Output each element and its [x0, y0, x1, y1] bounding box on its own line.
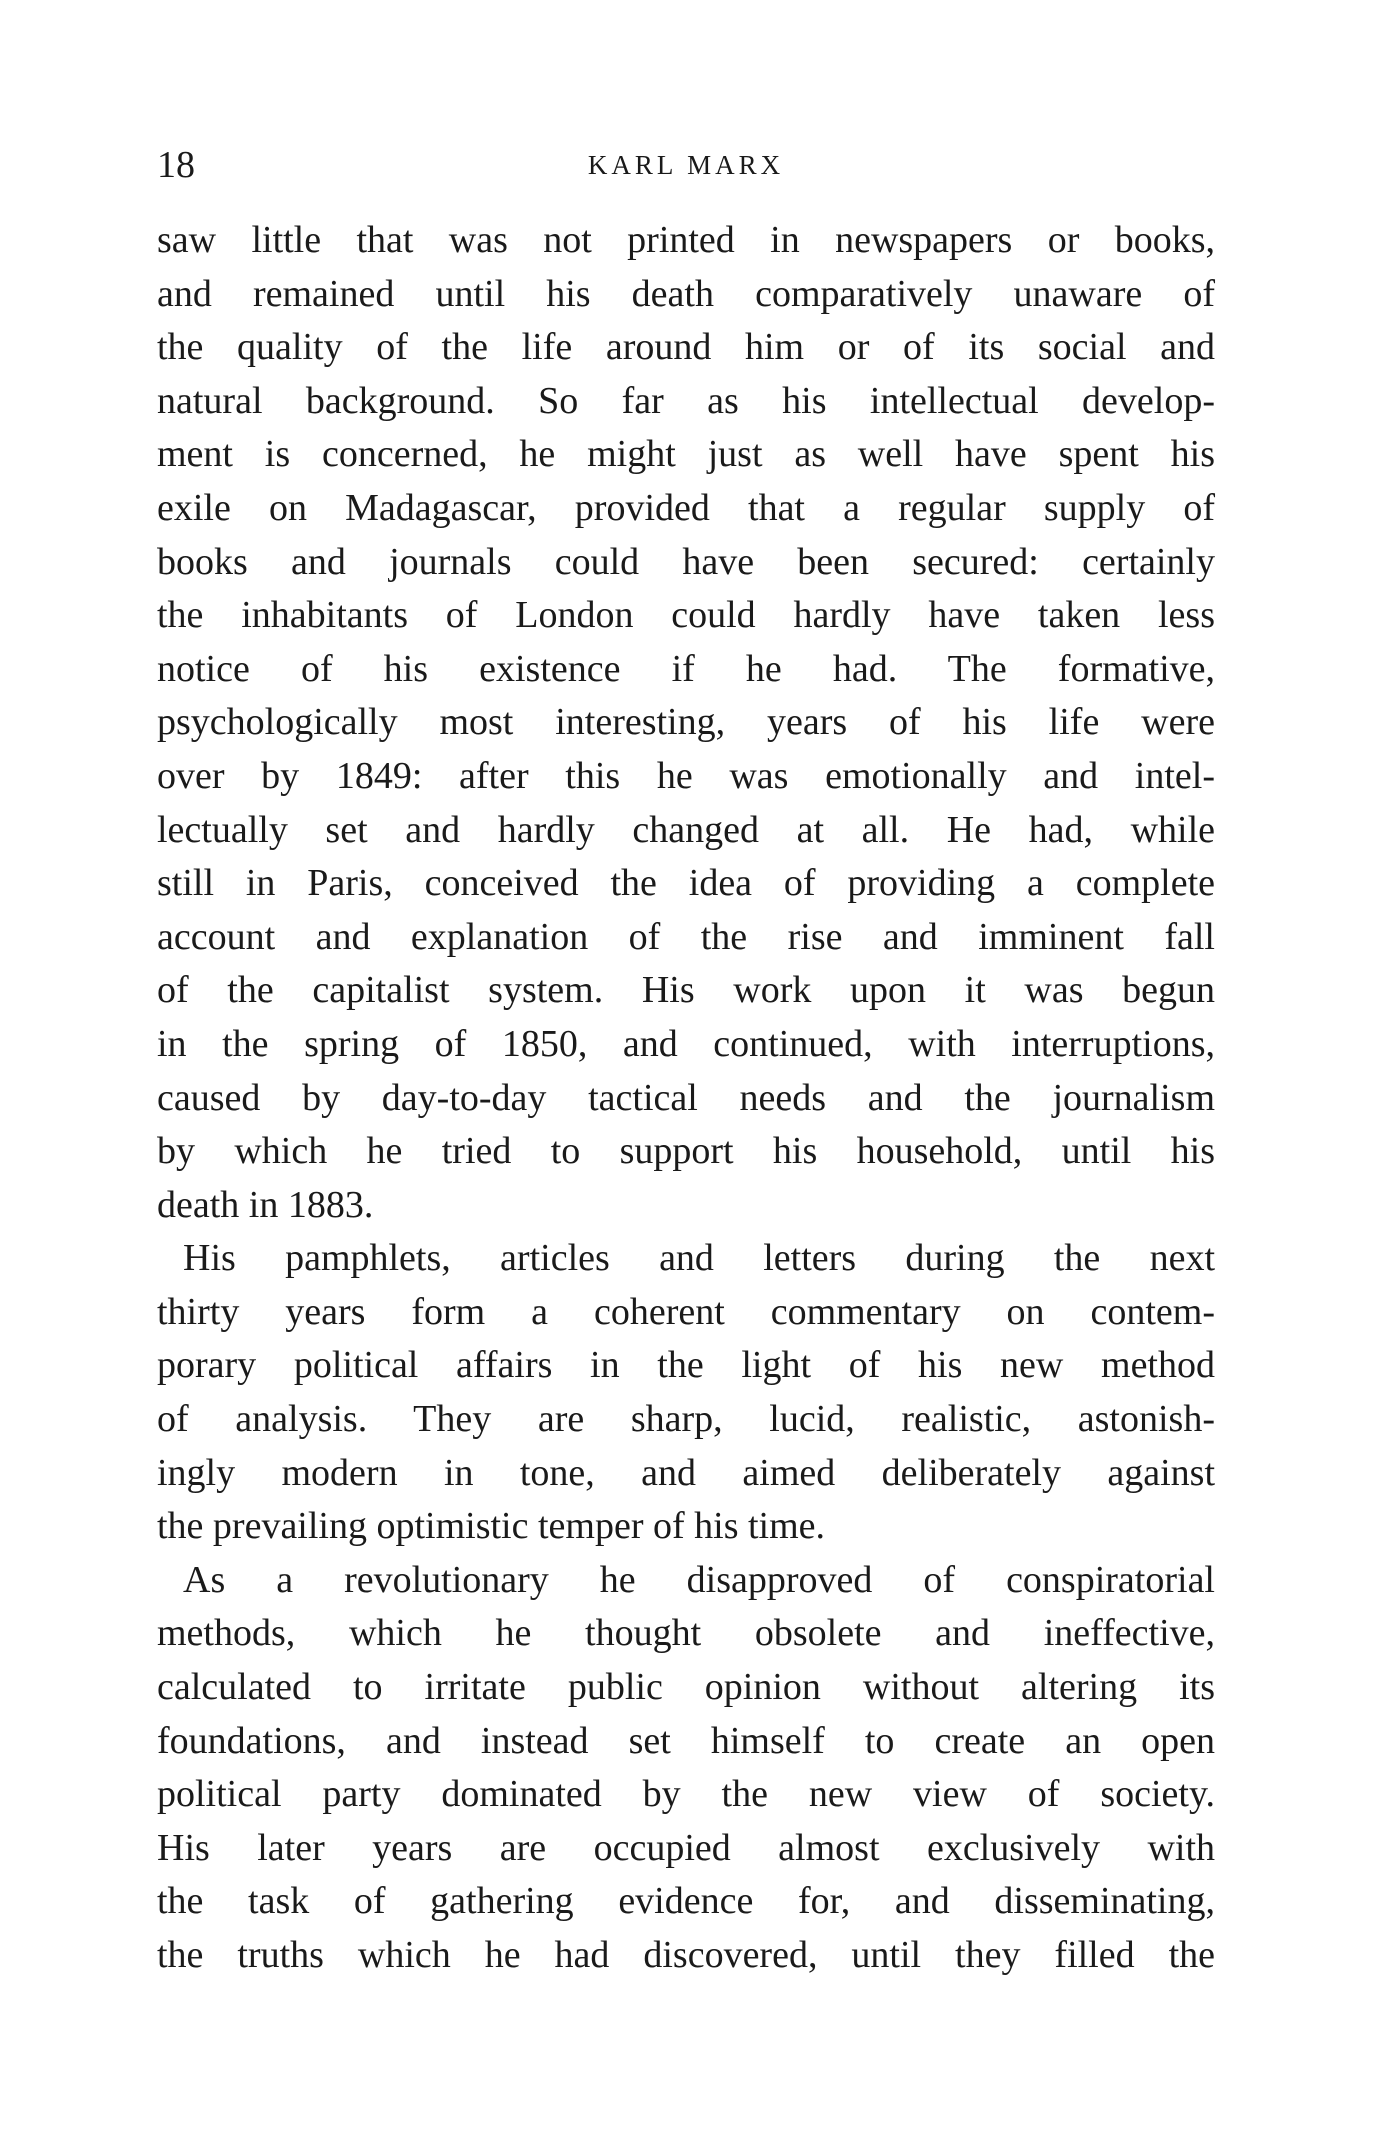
text-line: porary political affairs in the light of his new method — [157, 1344, 1215, 1387]
text-line: books and journals could have been secured: certainly — [157, 540, 1215, 583]
text-line: ingly modern in tone, and aimed deliberately against — [157, 1451, 1215, 1494]
text-line: exile on Madagascar, provided that a regular supply of — [157, 486, 1215, 529]
text-line: the task of gathering evidence for, and disseminating, — [157, 1880, 1215, 1923]
text-line: lectually set and hardly changed at all. He had, while — [157, 808, 1215, 851]
text-line: political party dominated by the new view of society. — [157, 1773, 1215, 1816]
text-line: natural background. So far as his intellectual develop- — [157, 379, 1215, 422]
text-line: methods, which he thought obsolete and ineffective, — [157, 1612, 1215, 1655]
text-line: the truths which he had discovered, until they filled the — [157, 1934, 1215, 1976]
text-line: over by 1849: after this he was emotionally and intel- — [157, 754, 1215, 797]
text-line: His pamphlets, articles and letters during the next — [183, 1237, 1215, 1280]
text-line: of analysis. They are sharp, lucid, realistic, astonish- — [157, 1398, 1215, 1441]
text-line: calculated to irritate public opinion without altering its — [157, 1666, 1215, 1709]
text-line: the inhabitants of London could hardly have taken less — [157, 594, 1215, 637]
text-line: ment is concerned, he might just as well have spent his — [157, 433, 1215, 476]
text-line: notice of his existence if he had. The formative, — [157, 647, 1215, 690]
running-title: KARL MARX — [587, 150, 785, 180]
text-line: by which he tried to support his household, until his — [157, 1130, 1215, 1173]
page-number: 18 — [157, 144, 195, 186]
text-line: As a revolutionary he disapproved of conspiratorial — [183, 1558, 1215, 1601]
page-header — [157, 140, 1215, 190]
text-line: still in Paris, conceived the idea of providing a complete — [157, 862, 1215, 905]
text-line: saw little that was not printed in newspapers or books, — [157, 219, 1215, 261]
text-line: thirty years form a coherent commentary on contem- — [157, 1290, 1215, 1333]
text-line: the prevailing optimistic temper of his time. — [157, 1505, 826, 1548]
text-line: death in 1883. — [157, 1183, 374, 1226]
text-line: caused by day-to-day tactical needs and the journalism — [157, 1076, 1215, 1119]
text-line: of the capitalist system. His work upon it was begun — [157, 969, 1215, 1012]
text-line: account and explanation of the rise and imminent fall — [157, 915, 1215, 958]
text-line: and remained until his death comparatively unaware of — [157, 272, 1215, 315]
text-line: His later years are occupied almost exclusively with — [157, 1826, 1215, 1869]
text-line: psychologically most interesting, years of his life were — [157, 701, 1215, 744]
text-line: in the spring of 1850, and continued, with interruptions, — [157, 1022, 1215, 1065]
body-text — [157, 214, 1215, 1983]
text-line: foundations, and instead set himself to create an open — [157, 1719, 1215, 1762]
text-line: the quality of the life around him or of its social and — [157, 326, 1215, 369]
